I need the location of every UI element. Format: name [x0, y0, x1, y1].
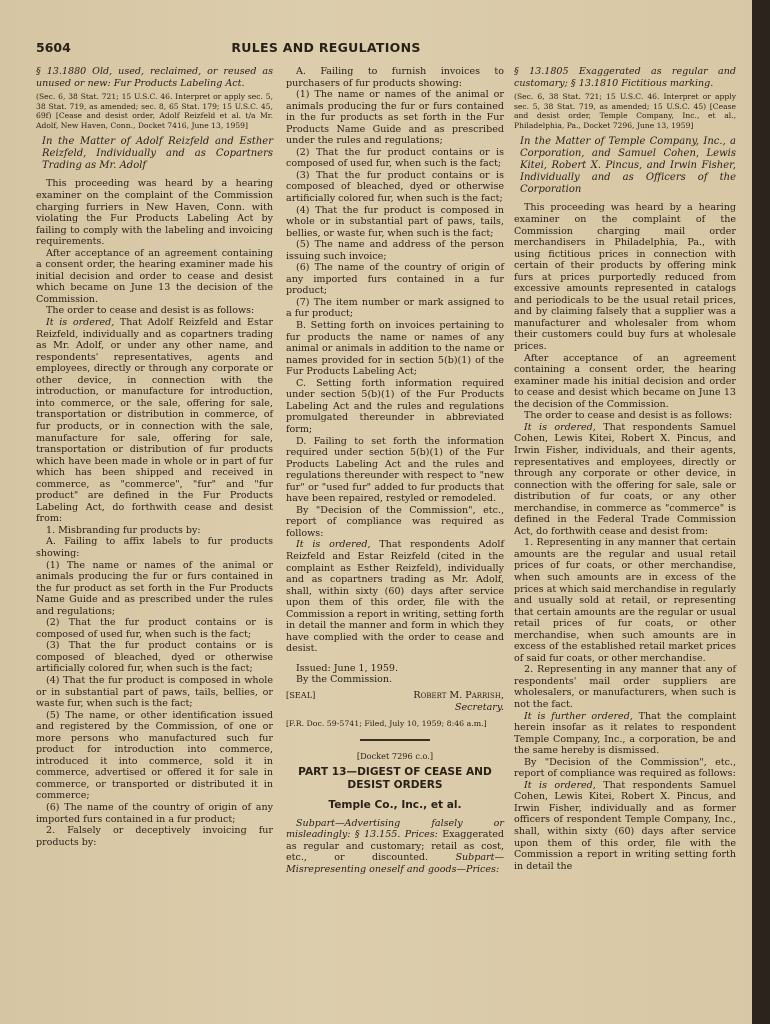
order-text: That Adolf Reizfeld and Estar Reizfeld, individually and as copartners trading as Mr. Adolf, or under any other name, and respondents' representatives, agents and employees, directly or through any corporate or other device, in connection with the introduction, or manufacture for introduction, into commerce, or the sale, offering for sale, transportation or distribution in commerce, of fur products, or in connection with the sale, manufacture for sale, offering for sale, transportation or distribution of fur products which have been made in whole or in part of fur which has been shipped and received in commerce, as "commerce", "fur" and "fur product" are defined in the Fur Products Labeling Act, do forthwith cease and desist from:: [36, 317, 273, 525]
order-paragraph: [286, 539, 504, 654]
matter-caption: In the Matter of Adolf Reizfeld and Esther Reizfeld, Individually and as Copartners Trading as Mr. Adolf: [42, 136, 273, 172]
by-commission: By the Commission.: [296, 674, 393, 686]
paragraph: (3) That the fur product contains or is composed of bleached, dyed or otherwise artificially colored fur, when such is the fact;: [286, 169, 504, 205]
running-title: RULES AND REGULATIONS: [231, 40, 421, 55]
paragraph: After acceptance of an agreement containing a consent order, the hearing examiner made his initial decision and order to cease and desist which became on June 13 the decision of the Commission.: [36, 247, 273, 305]
paragraph: By "Decision of the Commission", etc., report of compliance was required as follows:: [514, 756, 736, 780]
paragraph: (3) That the fur product contains or is composed of bleached, dyed or otherwise artificially colored fur, when such is the fact;: [36, 640, 273, 675]
order-paragraph: [514, 780, 736, 872]
paragraph: (4) That the fur product is composed in whole or in substantial part of paws, tails, bellies, or waste fur, when such is the fact;: [36, 674, 273, 710]
column-3: [514, 66, 736, 872]
citation: (Sec. 6, 38 Stat. 721; 15 U.S.C. 46. Interpret or apply sec. 5, 38 Stat. 719, as amended; sec. 8, 65 Stat. 179; 15 U.S.C. 45, 69f) [Cease and desist order, Adolf Reizfeld et al. t/a Mr. Adolf, New Haven, Conn., Docket 7416, June 13, 1959]: [36, 92, 273, 130]
divider-rule: [360, 739, 430, 741]
paragraph: (5) The name and address of the person issuing such invoice;: [286, 239, 504, 262]
paragraph: (5) The name, or other identification issued and registered by the Commission, of one or more persons who manufactured such fur product for introduction into commerce, introduced it into commerce, sold it in commerce, advertised or offered it for sale in commerce, or transported or distributed it in commerce;: [36, 709, 273, 802]
order-lead: It is ordered,: [296, 539, 371, 551]
signer-name: Robert M. Parrish,: [413, 689, 504, 701]
paragraph: 1. Representing in any manner that certain amounts are the regular and usual retail prices of fur coats, or other merchandise, when such amounts are in excess of the prices at which said merchandise in regularly and usually sold at retail, or representing that certain amounts are the regular or usual retail prices of fur coats, or other merchandise, when such amounts are in excess of the established retail market prices of said fur coats, or other merchandise.: [514, 537, 736, 664]
paragraph: (2) That the fur product contains or is composed of used fur, when such is the fact;: [36, 617, 273, 640]
paragraph: After acceptance of an agreement containing a consent order, the hearing examiner made his initial decision and order to cease and desist which became on June 13 the decision of the Commission.: [514, 352, 736, 410]
fr-doc: [F.R. Doc. 59-5741; Filed, July 10, 1959; 8:46 a.m.]: [286, 719, 487, 729]
scan-edge: [752, 0, 770, 1024]
page-number: 5604: [36, 40, 71, 55]
paragraph: The order to cease and desist is as follows:: [46, 305, 255, 317]
paragraph: C. Setting forth information required under section 5(b)(1) of the Fur Products Labeling Act and the rules and regulations promulgated thereunder in abbreviated form;: [286, 377, 504, 435]
section-heading: § 13.1880 Old, used, reclaimed, or reused as unused or new: Fur Products Labeling Act.: [36, 66, 273, 89]
citation: (Sec. 6, 38 Stat. 721; 15 U.S.C. 46. Interpret or apply sec. 5, 38 Stat. 719, as amended; 15 U.S.C. 45) [Cease and desist order, Temple Company, Inc., et al., Philadelphia, Pa., Docket 7296, June 13, 1959]: [514, 92, 736, 130]
order-paragraph: [514, 422, 736, 537]
seal: [SEAL]: [286, 689, 316, 700]
order-text: That respondents Samuel Cohen, Lewis Kitei, Robert X. Pincus, and Irwin Fisher, individually and as former officers of respondent Temple Company, Inc., shall, within sixty (60) days after service upon them of this order, file with the Commission a report in writing setting forth in detail the: [514, 779, 736, 872]
respondent-title: Temple Co., Inc., et al.: [328, 799, 462, 812]
paragraph: (2) That the fur product contains or is composed of used fur, when such is the fact;: [286, 146, 504, 170]
subpart-lead: Subpart—Advertising falsely or misleadingly: § 13.155. Prices:: [286, 817, 504, 841]
signature-block: [286, 690, 504, 702]
paragraph: 2. Representing in any manner that any of respondents' mail order suppliers are wholesalers, or manufacturers, when such is not the fact.: [514, 664, 736, 710]
order-lead: It is ordered,: [524, 421, 596, 433]
paragraph: (1) The name or names of the animal or animals producing the fur or furs contained in the fur products as set forth in the Fur Products Name Guide and as prescribed under the rules and regulations;: [286, 89, 504, 147]
further-order-text: That the complaint herein insofar as it relates to respondent Temple Company, Inc., a corporation, be and the same hereby is dismissed.: [514, 710, 736, 757]
subpart-text: Exaggerated as regular and customary; retail as cost, etc., or discounted.: [286, 829, 504, 864]
order-text: That respondents Adolf Reizfeld and Estar Reizfeld (cited in the complaint as Esther Reizfeld), individually and as copartners trading as Mr. Adolf, shall, within sixty (60) days after service upon them of this order, file with the Commission a report in writing, setting forth in detail the manner and form in which they have complied with the order to cease and desist.: [286, 539, 504, 655]
part-title: PART 13—DIGEST OF CEASE AND DESIST ORDERS: [298, 766, 492, 792]
column-1: [36, 66, 273, 848]
matter-caption: In the Matter of Temple Company, Inc., a Corporation, and Samuel Cohen, Lewis Kitei, Robert X. Pincus, and Irwin Fisher, Individually and as Officers of the Corporation: [520, 136, 736, 196]
paragraph: (6) The name of the country of origin of any imported furs contained in a fur product;: [36, 802, 273, 825]
issued-date: Issued: June 1, 1959.: [296, 662, 399, 674]
paragraph: (1) The name or names of the animal or animals producing the fur or furs contained in the fur product as set forth in the Fur Products Name Guide and as prescribed under the rules and regulations;: [36, 559, 273, 617]
paragraph: 2. Falsely or deceptively invoicing fur products by:: [36, 825, 273, 848]
subpart-paragraph: [286, 818, 504, 876]
section-heading: § 13.1805 Exaggerated as regular and customary; § 13.1810 Fictitious marking.: [514, 66, 736, 89]
column-2: [286, 66, 504, 876]
paragraph: B. Setting forth on invoices pertaining to fur products the name or names of any animal or animals in addition to the name or names provided for in section 5(b)(1) of the Fur Products Labeling Act;: [286, 320, 504, 378]
paragraph: A. Failing to furnish invoices to purchasers of fur products showing:: [286, 66, 504, 89]
subpart-lead-2: Subpart—Misrepresenting oneself and goods—Prices:: [286, 852, 504, 875]
paragraph: By "Decision of the Commission", etc., report of compliance was required as follows:: [286, 504, 504, 539]
order-lead: It is ordered,: [46, 317, 115, 329]
paragraph: A. Failing to affix labels to fur products showing:: [36, 536, 273, 559]
page-header: [36, 40, 736, 60]
signer-title: Secretary.: [454, 701, 504, 713]
paragraph: (6) The name of the country of origin of any imported furs contained in a fur product;: [286, 262, 504, 297]
order-paragraph: [36, 317, 273, 525]
further-order-lead: It is further ordered,: [524, 710, 633, 722]
paragraph: The order to cease and desist is as follows:: [524, 410, 733, 422]
further-order-paragraph: [514, 711, 736, 757]
paragraph: This proceeding was heard by a hearing examiner on the complaint of the Commission charging furriers in New Haven, Conn. with violating the Fur Products Labeling Act by failing to comply with the labeling and invoicing requirements.: [36, 178, 273, 248]
paragraph: (7) The item number or mark assigned to a fur product;: [286, 296, 504, 320]
paragraph: (4) That the fur product is composed in whole or in substantial part of paws, tails, bellies, or waste fur, when such is the fact;: [286, 204, 504, 239]
order-text: That respondents Samuel Cohen, Lewis Kitei, Robert X. Pincus, and Irwin Fisher, individuals, and their agents, representatives and employees, directly or through any corporate or other device, in connection with the offering for sale, sale or distribution of fur coats, or any other merchandise, in commerce as "commerce" is defined in the Federal Trade Commission Act, do forthwith cease and desist from:: [514, 421, 736, 537]
paragraph: D. Failing to set forth the information required under section 5(b)(1) of the Fur Products Labeling Act and the rules and regulations thereunder with respect to "new fur" or "used fur" added to fur products that have been repaired, restyled or remodeled.: [286, 435, 504, 505]
order-lead: It is ordered,: [524, 779, 596, 791]
docket-number: [Docket 7296 c.o.]: [356, 750, 434, 761]
paragraph: This proceeding was heard by a hearing examiner on the complaint of the Commission charging mail order merchandisers in Philadelphia, Pa., with using fictitious prices in connection with certain of their products by offering mink furs at prices purportedly reduced from excessive amounts represented in catalogs and periodicals to be the usual retail prices, and by claiming falsely that a supplier was a manufacturer and wholesaler from whom their customers could buy furs at wholesale prices.: [514, 202, 736, 353]
paragraph: 1. Misbranding fur products by:: [46, 524, 201, 536]
